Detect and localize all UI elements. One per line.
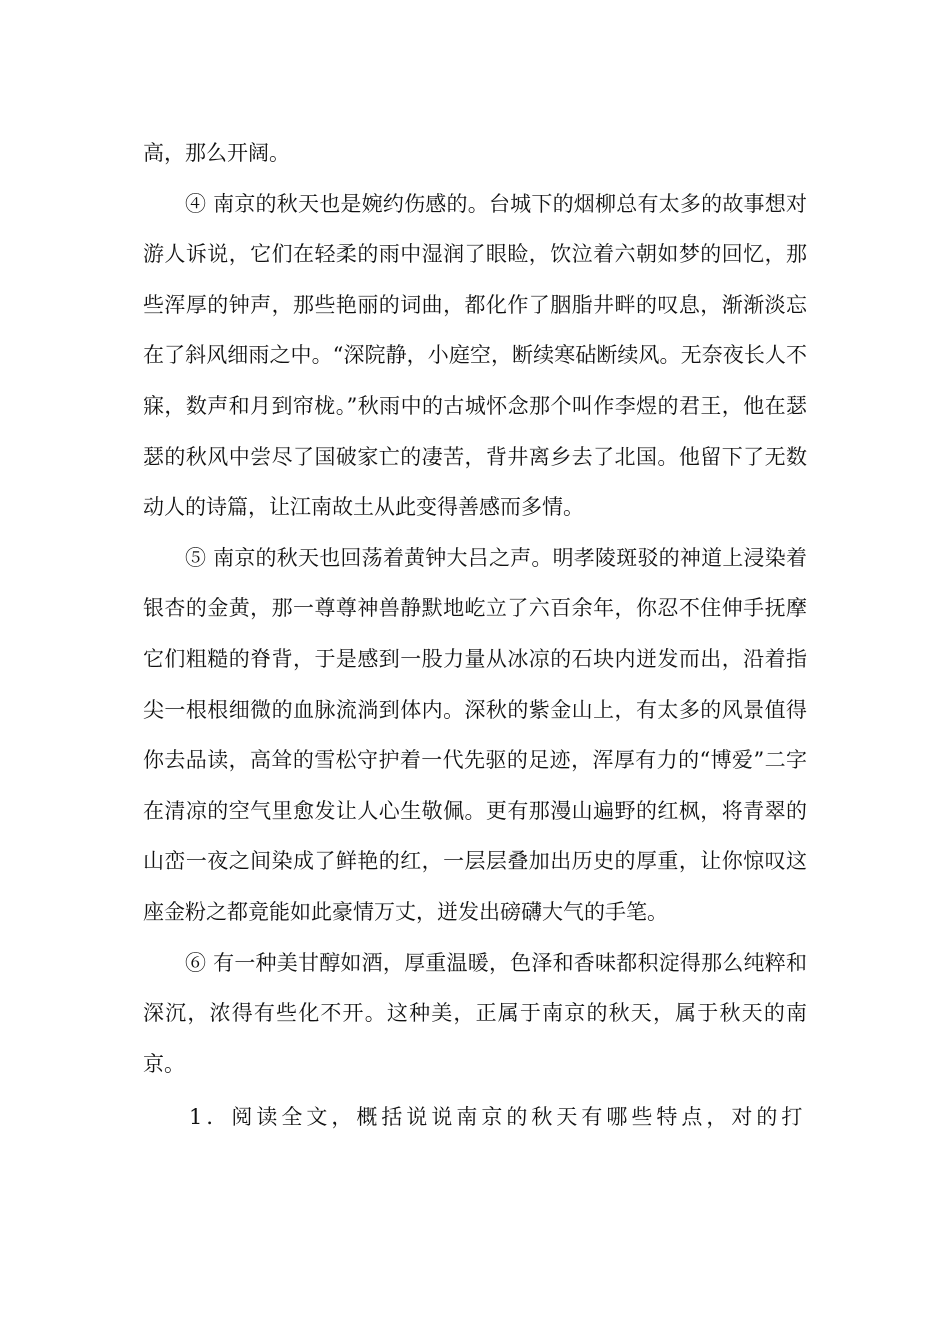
paragraph-6: ⑥ 有一种美甘醇如酒，厚重温暖，色泽和香味都积淀得那么纯粹和深沉，浓得有些化不开。这种美，正属于南京的秋天，属于秋天的南京。: [143, 950, 807, 1076]
paragraph-4: ④ 南京的秋天也是婉约伤感的。台城下的烟柳总有太多的故事想对游人诉说，它们在轻柔的雨中湿润了眼睑，饮泣着六朝如梦的回忆，那些浑厚的钟声，那些艳丽的词曲，都化作了胭脂井畔的叹息，渐渐淡忘在了斜风细雨之中。“深院静，小庭空，断续寒砧断续风。无奈夜长人不寐，数声和月到帘栊。”秋雨中的古城怀念那个叫作李煜的君王，他在瑟瑟的秋风中尝尽了国破家亡的凄苦，背井离乡去了北国。他留下了无数动人的诗篇，让江南故土从此变得善感而多情。: [143, 191, 807, 520]
paragraph-continuation: 高，那么开阔。: [143, 141, 290, 165]
paragraph-5: ⑤ 南京的秋天也回荡着黄钟大吕之声。明孝陵斑驳的神道上浸染着银杏的金黄，那一尊尊神兽静默地屹立了六百余年，你忍不住伸手抚摩它们粗糙的脊背，于是感到一股力量从冰凉的石块内迸发而出，沿着指尖一根根细微的血脉流淌到体内。深秋的紫金山上，有太多的风景值得你去品读，高耸的雪松守护着一代先驱的足迹，浑厚有力的“博爱”二字在清凉的空气里愈发让人心生敬佩。更有那漫山遍野的红枫，将青翠的山峦一夜之间染成了鲜艳的红，一层层叠加出历史的厚重，让你惊叹这座金粉之都竟能如此豪情万丈，迸发出磅礴大气的手笔。: [143, 545, 807, 924]
question-1: 1．阅读全文，概括说说南京的秋天有哪些特点，对的打: [189, 1105, 807, 1130]
article-body: [143, 128, 807, 1143]
